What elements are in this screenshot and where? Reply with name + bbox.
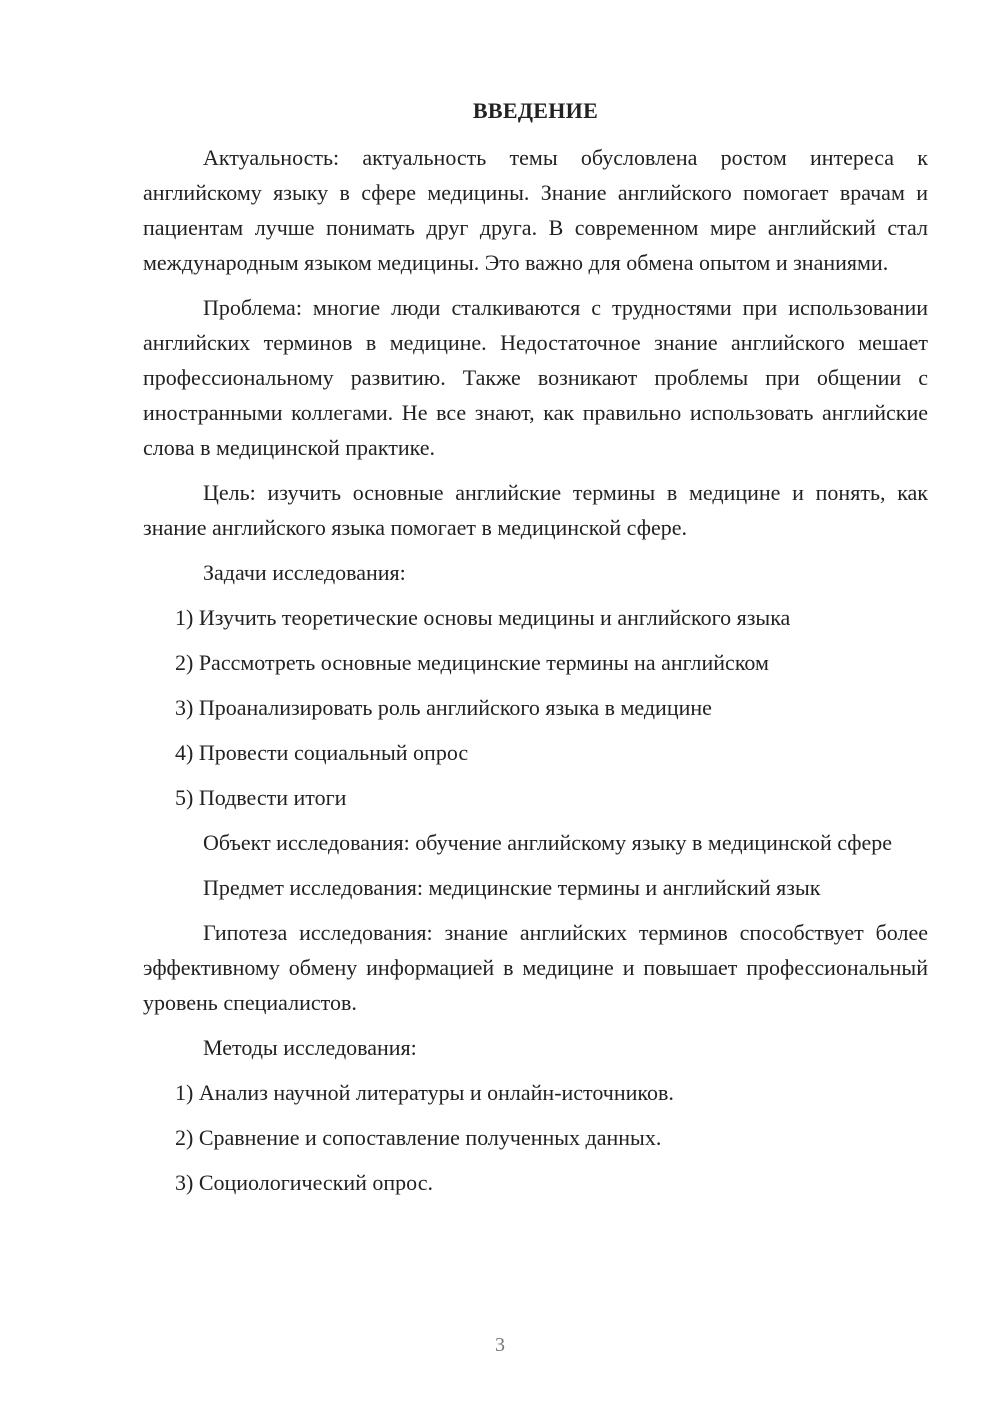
list-item: 3) Проанализировать роль английского языка в медицине [175,695,712,720]
list-item: 2) Рассмотреть основные медицинские термины на английском [175,650,769,675]
hypothesis-paragraph: Гипотеза исследования: знание английских терминов способствует более эффективному обмену информацией в медицине и повышает профессиональный уровень специалистов. [143,920,928,1015]
list-item: 2) Сравнение и сопоставление полученных данных. [175,1125,662,1150]
methods-list [143,1075,928,1200]
list-item: 1) Анализ научной литературы и онлайн-источников. [175,1080,674,1105]
tasks-list [143,600,928,815]
tasks-heading: Задачи исследования: [203,560,406,585]
actuality-paragraph: Актуальность: актуальность темы обусловлена ростом интереса к английскому языку в сфере медицины. Знание английского помогает врачам и пациентам лучше понимать друг друга. В современном мире английский стал международным языком медицины. Это важно для обмена опытом и знаниями. [143,145,928,275]
list-item: 3) Социологический опрос. [175,1170,433,1195]
page-number: 3 [495,1334,505,1356]
goal-paragraph: Цель: изучить основные английские термины в медицине и понять, как знание английского языка помогает в медицинской сфере. [143,480,928,540]
list-item: 4) Провести социальный опрос [175,740,469,765]
list-item: 1) Изучить теоретические основы медицины и английского языка [175,605,791,630]
document-page [143,96,928,1210]
page-title: ВВЕДЕНИЕ [472,98,599,123]
methods-heading: Методы исследования: [203,1035,417,1060]
subject-paragraph: Предмет исследования: медицинские термины и английский язык [203,875,821,900]
object-paragraph: Объект исследования: обучение английскому языку в медицинской сфере [203,830,893,855]
problem-paragraph: Проблема: многие люди сталкиваются с трудностями при использовании английских терминов в медицине. Недостаточное знание английского мешает профессиональному развитию. Также возникают проблемы при общении с иностранными коллегами. Не все знают, как правильно использовать английские слова в медицинской практике. [143,295,928,460]
list-item: 5) Подвести итоги [175,785,347,810]
